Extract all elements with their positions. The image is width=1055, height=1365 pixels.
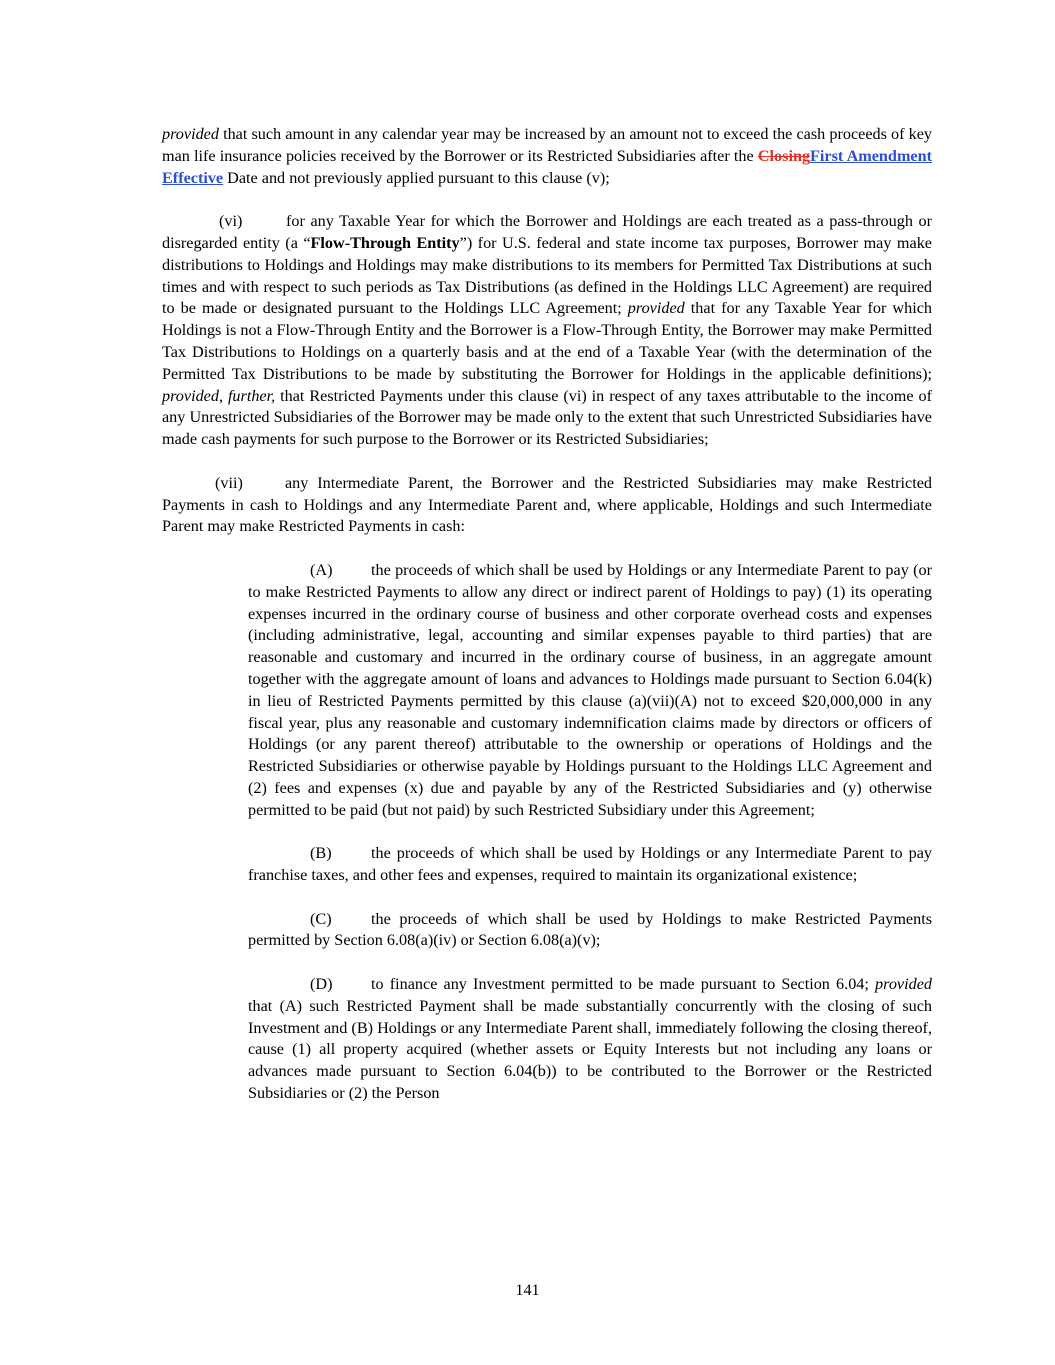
subclause-c [248,909,932,953]
subclause-number: (D) [310,975,333,994]
clause-text: for any Taxable Year for which the Borrower and Holdings are each treated as a pass-through or disregarded entity (a “ [162,212,932,252]
subclause-number: (B) [310,844,332,863]
subclause-text: that (A) such Restricted Payment shall be made substantially concurrently with the closing of such Investment and (B) Holdings or any Intermediate Parent shall, immediately following the closing thereof, cause (1) all property acquired (whether assets or Equity Interests but not including any loans or advances made pursuant to Section 6.04(b)) to be contributed to the Borrower or the Restricted Subsidiaries or (2) the Person [248,996,932,1103]
italic-provided-further: provided, further, [162,386,276,405]
clause-number: (vii) [215,473,243,492]
italic-provided: provided [627,299,685,318]
clause-number: (vi) [219,212,243,231]
subclause-text: the proceeds of which shall be used by Holdings to make Restricted Payments permitted by Section 6.08(a)(iv) or Section 6.08(a)(v); [248,909,932,950]
subclause-text: the proceeds of which shall be used by Holdings or any Intermediate Parent to pay franchise taxes, and other fees and expenses, required to maintain its organizational existence; [248,844,932,885]
clause-text: ”) for U.S. federal and state income tax purposes, Borrower may make distributions to Holdings and Holdings may make distributions to its members for Permitted Tax Distributions at such times and with respect to such periods as Tax Distributions (as defined in the Holdings LLC Agreement) are required to be made or designated pursuant to the Holdings LLC Agreement; [162,233,932,318]
italic-provided: provided [162,125,219,143]
inserted-text: First Amendment Effective [162,146,933,187]
clause-text: any Intermediate Parent, the Borrower and the Restricted Subsidiaries may make Restricted Payments in cash to Holdings and any Intermediate Parent and, where applicable, Holdings and such Intermediate Parent may make Restricted Payments in cash: [162,473,932,536]
clause-text: that Restricted Payments under this clause (vi) in respect of any taxes attributable to the income of any Unrestricted Subsidiaries of the Borrower may be made only to the extent that such Unrestricted Subsidiaries have made cash payments for such purpose to the Borrower or its Restricted Subsidiaries; [162,386,932,449]
page-number: 141 [515,1281,540,1299]
italic-provided: provided [875,975,932,994]
defined-term: Flow-Through Entity [310,233,460,252]
subclause-text: to finance any Investment permitted to be made pursuant to Section 6.04; [371,975,876,994]
subclause-number: (A) [310,560,333,579]
paragraph-text: that such amount in any calendar year may be increased by an amount not to exceed the cash proceeds of key man life insurance policies received by the Borrower or its Restricted Subsidiaries after the [162,125,932,165]
paragraph-provided-v [162,124,932,189]
subclause-b [248,843,932,887]
clause-vi [162,211,932,451]
subclause-number: (C) [310,909,332,928]
page-body [162,124,932,1105]
paragraph-text: Date and not previously applied pursuant to this clause (v); [223,168,610,187]
subclause-d [248,974,932,1105]
subclause-text: the proceeds of which shall be used by Holdings or any Intermediate Parent to pay (or to make Restricted Payments to allow any direct or indirect parent of Holdings to pay) (1) its operating expenses incurred in the ordinary course of business and other corporate overhead costs and expenses (including administrative, legal, accounting and similar expenses payable to third parties) that are reasonable and customary and incurred in the ordinary course of business, in an aggregate amount together with the aggregate amount of loans and advances to Holdings made pursuant to Section 6.04(k) in lieu of Restricted Payments permitted by this clause (a)(vii)(A) not to exceed $20,000,000 in any fiscal year, plus any reasonable and customary indemnification claims made by directors or officers of Holdings (or any parent thereof) attributable to the ownership or operations of Holdings and the Restricted Subsidiaries or otherwise payable by Holdings pursuant to the Holdings LLC Agreement and (2) fees and expenses (x) due and payable by any of the Restricted Subsidiaries and (y) otherwise permitted to be paid (but not paid) by such Restricted Subsidiary under this Agreement; [248,560,932,819]
clause-vii [162,473,932,538]
clause-text: that for any Taxable Year for which Holdings is not a Flow-Through Entity and the Borrower is a Flow-Through Entity, the Borrower may make Permitted Tax Distributions to Holdings on a quarterly basis and at the end of a Taxable Year (with the determination of the Permitted Tax Distributions to be made by substituting the Borrower for Holdings in the applicable definitions); [162,299,932,383]
subclause-a [248,560,932,822]
deleted-text: Closing [757,146,811,165]
